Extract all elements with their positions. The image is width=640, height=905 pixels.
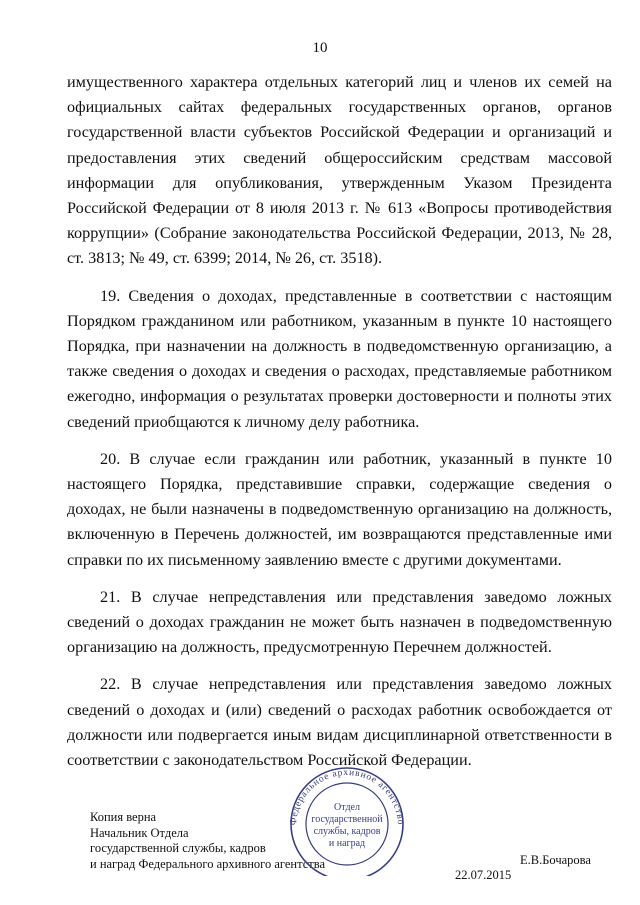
copy-verified-label: Копия верна [90,810,157,824]
signature-date: 22.07.2015 [455,868,512,882]
paragraph-20: 20. В случае если гражданин или работник, указанный в пункте 10 настоящего Порядка, представившие справки, содержащие сведения о доходах, не были назначены в подведомственную организацию на должность, включенную в Перечень должностей, им возвращаются представленные ими справки по их письменному заявлению вместе с другими документами. [67,449,612,569]
stamp-line-3: службы, кадров [313,826,381,837]
stamp-line-2: государственной [311,814,383,825]
paragraph-19: 19. Сведения о доходах, представленные в соответствии с настоящим Порядком гражданином или работником, указанным в пункте 10 настоящего Порядка, при назначении на должность в подведомственную организацию, а также сведения о доходах и сведения о расходах, представляемые работником ежегодно, информация о результатах проверки достоверности и полноты этих сведений приобщаются к личному делу работника. [67,286,612,431]
official-stamp [282,764,412,876]
stamp-line-4: и наград [328,838,366,849]
stamp-outer-text: Федеральное архивное агентство [288,767,406,826]
position-line-3: и наград Федерального архивного агентства [90,856,326,871]
page-number: 10 [312,40,328,56]
position-line-2: государственной службы, кадров [90,841,266,855]
paragraph-22: 22. В случае непредставления или представления заведомо ложных сведений о доходах и (или) сведений о расходах работник освобождается от должности или подвергается иным видам дисциплинарной ответственности в соответствии с законодательством Российской Федерации. [67,675,612,770]
stamp-line-1: Отдел [334,802,360,813]
position-line-1: Начальник Отдела [90,825,189,840]
paragraph-21: 21. В случае непредставления или представления заведомо ложных сведений о доходах гражданин не может быть назначен в подведомственную организацию на должность, предусмотренную Перечнем должностей. [67,587,612,657]
continuation-paragraph: имущественного характера отдельных категорий лиц и членов их семей на официальных сайтах федеральных государственных органов, органов государственной власти субъектов Российской Федерации и организаций и предоставления этих сведений общероссийским средствам массовой информации для опубликования, утвержденным Указом Президента Российской Федерации от 8 июля 2013 г. № 613 «Вопросы противодействия коррупции» (Собрание законодательства Российской Федерации, 2013, № 28, ст. 3813; № 49, ст. 6399; 2014, № 26, ст. 3518). [67,73,612,268]
signer-name: Е.В.Бочарова [520,853,591,867]
document-body [67,70,612,773]
